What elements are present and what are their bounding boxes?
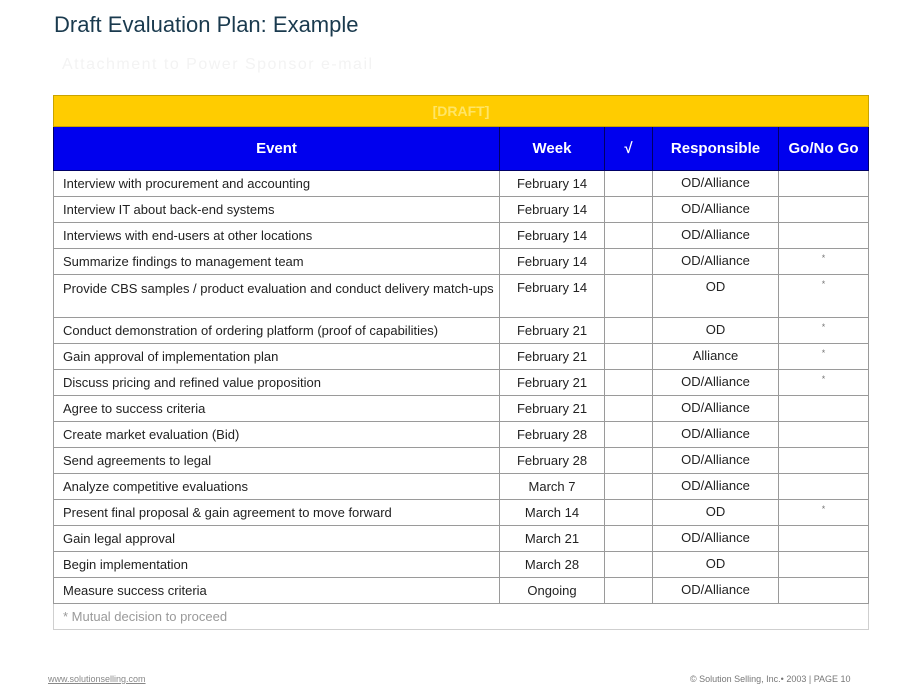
gono-cell xyxy=(779,526,869,552)
table-row xyxy=(54,578,869,604)
event-cell: Agree to success criteria xyxy=(54,396,500,422)
check-cell xyxy=(605,474,653,500)
table-row xyxy=(54,552,869,578)
week-cell: February 14 xyxy=(500,197,605,223)
gono-cell: * xyxy=(779,344,869,370)
responsible-cell: Alliance xyxy=(653,344,779,370)
check-cell xyxy=(605,370,653,396)
gono-cell xyxy=(779,578,869,604)
draft-banner-row xyxy=(54,96,869,127)
page-title: Draft Evaluation Plan: Example xyxy=(54,12,359,37)
responsible-cell: OD xyxy=(653,318,779,344)
footnote-row xyxy=(54,604,869,630)
event-cell: Measure success criteria xyxy=(54,578,500,604)
event-cell: Create market evaluation (Bid) xyxy=(54,422,500,448)
responsible-cell: OD/Alliance xyxy=(653,396,779,422)
gono-cell xyxy=(779,396,869,422)
header-responsible: Responsible xyxy=(653,127,779,171)
event-cell: Provide CBS samples / product evaluation and conduct delivery match-ups xyxy=(54,275,500,318)
week-cell: March 14 xyxy=(500,500,605,526)
check-cell xyxy=(605,344,653,370)
table-row xyxy=(54,197,869,223)
responsible-cell: OD/Alliance xyxy=(653,526,779,552)
gono-cell: * xyxy=(779,500,869,526)
week-cell: March 28 xyxy=(500,552,605,578)
week-cell: March 7 xyxy=(500,474,605,500)
week-cell: February 21 xyxy=(500,370,605,396)
week-cell: February 14 xyxy=(500,249,605,275)
gono-cell: * xyxy=(779,275,869,318)
event-cell: Interviews with end-users at other locations xyxy=(54,223,500,249)
week-cell: February 28 xyxy=(500,448,605,474)
event-cell: Interview with procurement and accounting xyxy=(54,171,500,197)
event-cell: Summarize findings to management team xyxy=(54,249,500,275)
page-subtitle: Attachment to Power Sponsor e-mail xyxy=(62,56,374,73)
event-cell: Conduct demonstration of ordering platform (proof of capabilities) xyxy=(54,318,500,344)
table-row xyxy=(54,249,869,275)
responsible-cell: OD xyxy=(653,275,779,318)
responsible-cell: OD xyxy=(653,500,779,526)
week-cell: March 21 xyxy=(500,526,605,552)
check-cell xyxy=(605,197,653,223)
gono-cell xyxy=(779,552,869,578)
footnote: * Mutual decision to proceed xyxy=(54,604,869,630)
responsible-cell: OD xyxy=(653,552,779,578)
responsible-cell: OD/Alliance xyxy=(653,578,779,604)
event-cell: Interview IT about back-end systems xyxy=(54,197,500,223)
responsible-cell: OD/Alliance xyxy=(653,197,779,223)
check-cell xyxy=(605,448,653,474)
header-gono: Go/No Go xyxy=(779,127,869,171)
week-cell: February 14 xyxy=(500,223,605,249)
draft-label: [DRAFT] xyxy=(54,96,869,127)
gono-cell xyxy=(779,223,869,249)
gono-cell xyxy=(779,422,869,448)
table-row xyxy=(54,171,869,197)
week-cell: February 14 xyxy=(500,275,605,318)
event-cell: Begin implementation xyxy=(54,552,500,578)
table-row xyxy=(54,422,869,448)
table-row xyxy=(54,223,869,249)
week-cell: February 21 xyxy=(500,344,605,370)
responsible-cell: OD/Alliance xyxy=(653,448,779,474)
table-row xyxy=(54,500,869,526)
table-row xyxy=(54,318,869,344)
footer-website-link[interactable]: www.solutionselling.com xyxy=(48,674,146,684)
evaluation-plan-table xyxy=(53,95,869,630)
responsible-cell: OD/Alliance xyxy=(653,422,779,448)
gono-cell: * xyxy=(779,318,869,344)
responsible-cell: OD/Alliance xyxy=(653,223,779,249)
check-cell xyxy=(605,171,653,197)
check-cell xyxy=(605,552,653,578)
table-row xyxy=(54,396,869,422)
table-row xyxy=(54,448,869,474)
footer-copyright: © Solution Selling, Inc.• 2003 | PAGE 10 xyxy=(690,674,851,684)
check-cell xyxy=(605,500,653,526)
check-cell xyxy=(605,526,653,552)
gono-cell xyxy=(779,474,869,500)
event-cell: Send agreements to legal xyxy=(54,448,500,474)
check-cell xyxy=(605,396,653,422)
responsible-cell: OD/Alliance xyxy=(653,249,779,275)
gono-cell: * xyxy=(779,370,869,396)
week-cell: February 28 xyxy=(500,422,605,448)
header-week: Week xyxy=(500,127,605,171)
gono-cell: * xyxy=(779,249,869,275)
table-row xyxy=(54,474,869,500)
check-cell xyxy=(605,318,653,344)
gono-cell xyxy=(779,448,869,474)
header-check: √ xyxy=(605,127,653,171)
check-cell xyxy=(605,249,653,275)
week-cell: Ongoing xyxy=(500,578,605,604)
week-cell: February 21 xyxy=(500,318,605,344)
event-cell: Discuss pricing and refined value proposition xyxy=(54,370,500,396)
check-cell xyxy=(605,578,653,604)
event-cell: Present final proposal & gain agreement to move forward xyxy=(54,500,500,526)
header-event: Event xyxy=(54,127,500,171)
table-header-row xyxy=(54,127,869,171)
event-cell: Gain legal approval xyxy=(54,526,500,552)
table-row xyxy=(54,526,869,552)
week-cell: February 21 xyxy=(500,396,605,422)
event-cell: Gain approval of implementation plan xyxy=(54,344,500,370)
check-cell xyxy=(605,223,653,249)
gono-cell xyxy=(779,171,869,197)
table-row xyxy=(54,275,869,318)
check-cell xyxy=(605,422,653,448)
table-row xyxy=(54,370,869,396)
check-cell xyxy=(605,275,653,318)
responsible-cell: OD/Alliance xyxy=(653,474,779,500)
responsible-cell: OD/Alliance xyxy=(653,171,779,197)
gono-cell xyxy=(779,197,869,223)
responsible-cell: OD/Alliance xyxy=(653,370,779,396)
table-row xyxy=(54,344,869,370)
event-cell: Analyze competitive evaluations xyxy=(54,474,500,500)
week-cell: February 14 xyxy=(500,171,605,197)
